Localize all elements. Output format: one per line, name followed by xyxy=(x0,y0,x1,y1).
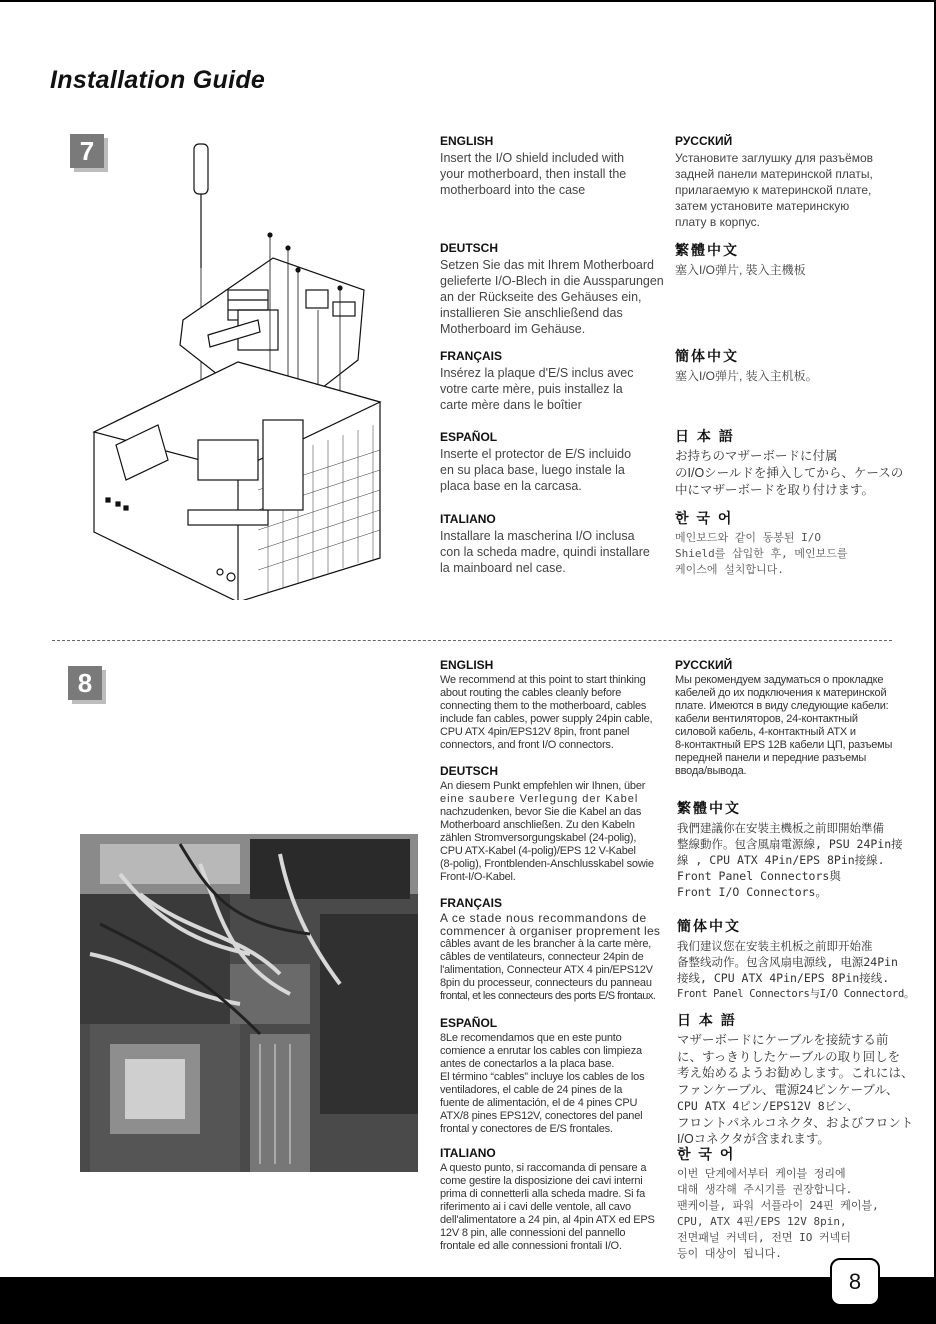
line: マザーボードにケーブルを接続する前 xyxy=(677,1033,889,1047)
line: CPU ATX 4pin/EPS12V 8pin, front panel xyxy=(440,726,630,738)
heading: РУССКИЙ xyxy=(675,658,733,672)
line: frontale ed alle connessioni frontali I/O. xyxy=(440,1240,622,1252)
line: CPU ATX-Kabel (4-polig)/EPS 12 V-Kabel xyxy=(440,845,636,857)
line: 전면패널 커넥터, 전면 IO 커넥터 xyxy=(677,1231,851,1244)
body xyxy=(677,820,909,900)
step7-italiano xyxy=(440,512,670,576)
line: フロントパネルコネクタ、およびフロント xyxy=(677,1115,914,1130)
line: задней панели материнской платы, xyxy=(675,167,873,181)
heading: ENGLISH xyxy=(440,658,494,672)
line: 線 , CPU ATX 4Pin/EPS 8Pin接線. xyxy=(677,853,885,867)
line: Shield를 삽입한 후, 메인보드를 xyxy=(675,547,848,560)
line: A questo punto, si raccomanda di pensare a xyxy=(440,1162,647,1174)
body xyxy=(675,674,907,778)
line: gelieferte I/O-Blech in die Aussparungen xyxy=(440,274,664,288)
line: carte mère dans le boîtier xyxy=(440,398,582,412)
heading: 한 국 어 xyxy=(675,510,734,526)
line: connectors, and front I/O connectors. xyxy=(440,739,614,751)
line: votre carte mère, puis installez la xyxy=(440,382,623,396)
heading: 日 本 語 xyxy=(677,1012,737,1028)
line: плате. Имеются в виду следующие кабели: xyxy=(675,700,889,712)
step8-italiano xyxy=(440,1146,672,1253)
line: 塞入I/O弹片, 裝入主機板 xyxy=(675,263,806,277)
step7-deutsch xyxy=(440,241,670,337)
line: Setzen Sie das mit Ihrem Motherboard xyxy=(440,258,654,272)
line: Motherboard anschließen. Zu den Kabeln xyxy=(440,819,635,831)
line: Front Panel Connectors与I/O Connectord。 xyxy=(677,988,915,1000)
heading: ITALIANO xyxy=(440,512,496,526)
body xyxy=(440,912,672,1003)
line: commencer à organiser proprement les xyxy=(440,924,661,938)
line: Front I/O Connectors。 xyxy=(677,885,827,899)
top-border xyxy=(0,0,936,2)
line: に、すっきりしたケーブルの取り回しを xyxy=(677,1049,901,1064)
line: ATX/8 pines EPS12V, conectores del panel xyxy=(440,1110,643,1122)
body xyxy=(440,1162,672,1253)
body xyxy=(440,528,670,576)
cable-routing-photo xyxy=(80,834,418,1172)
line: zählen Stromversorgungskabel (24-polig), xyxy=(440,832,637,844)
line: We recommend at this point to start thinking xyxy=(440,674,646,686)
line: のI/Oシールドを挿入してから、ケースの xyxy=(675,466,904,480)
line: about routing the cables cleanly before xyxy=(440,687,622,699)
line: 12V 8 pin, alle connessioni del pannello xyxy=(440,1227,626,1239)
line: 대해 생각해 주시기를 권장합니다. xyxy=(677,1183,853,1196)
line: 考え始めるようお勧めします。これには、 xyxy=(677,1066,914,1080)
step8-russian xyxy=(675,658,907,778)
line: 塞入I/O弹片, 装入主机板。 xyxy=(675,369,818,383)
heading: 繁體中文 xyxy=(675,242,739,258)
step8-english xyxy=(440,658,665,752)
body xyxy=(440,257,670,337)
line: câbles de ventilateurs, connecteur 24pin de xyxy=(440,951,644,963)
line: CPU ATX 4ピン/EPS12V 8ピン、 xyxy=(677,1099,859,1113)
step7-espanol xyxy=(440,430,670,494)
line: Мы рекомендуем задуматься о прокладке xyxy=(675,674,884,686)
line: Insérez la plaque d'E/S inclus avec xyxy=(440,366,634,380)
line: Front Panel Connectors與 xyxy=(677,869,841,883)
line: Front-I/O-Kabel. xyxy=(440,871,516,883)
line: кабелей до их подключения к материнской xyxy=(675,687,887,699)
step7-trad-chinese xyxy=(675,240,900,278)
step7-korean xyxy=(675,508,900,578)
line: A ce stade nous recommandons de xyxy=(440,911,647,925)
line: 케이스에 설치합니다. xyxy=(675,563,784,576)
line: (8-polig), Frontblenden-Anschlusskabel sowie xyxy=(440,858,654,870)
heading: FRANÇAIS xyxy=(440,896,502,910)
line: câbles avant de les brancher à la carte mère, xyxy=(440,938,652,950)
line: 등이 대상이 됩니다. xyxy=(677,1247,782,1260)
heading: DEUTSCH xyxy=(440,764,499,778)
step8-francais xyxy=(440,896,672,1003)
line: кабели вентиляторов, 24-контактный xyxy=(675,713,858,725)
body xyxy=(675,530,900,578)
line: An diesem Punkt empfehlen wir Ihnen, über xyxy=(440,780,646,792)
line: 我們建議你在安裝主機板之前即開始準備 xyxy=(677,821,884,835)
line: 中にマザーボードを取り付けます。 xyxy=(675,483,875,497)
body xyxy=(440,150,660,198)
step8-espanol xyxy=(440,1016,665,1136)
body xyxy=(677,938,922,1002)
line: prima di connetterli alla scheda madre. Si fa xyxy=(440,1188,645,1200)
section-divider xyxy=(52,640,892,641)
line: прилагаемую к материнской плате, xyxy=(675,183,872,197)
heading: FRANÇAIS xyxy=(440,349,502,363)
line: 接线, CPU ATX 4Pin/EPS 8Pin接线. xyxy=(677,971,890,985)
line: frontal, et les connecteurs des ports E/S frontaux. xyxy=(440,990,656,1002)
line: en su placa base, luego instale la xyxy=(440,463,625,477)
line: nachzudenken, bevor Sie die Kabel an das xyxy=(440,806,642,818)
heading: ENGLISH xyxy=(440,134,494,148)
line: ファンケーブル、電源24ピンケーブル、 xyxy=(677,1082,899,1097)
line: dell'alimentatore a 24 pin, al 4pin ATX ed EPS xyxy=(440,1214,655,1226)
line: connecting them to the motherboard, cables xyxy=(440,700,647,712)
line: frontal y conectores de E/S frontales. xyxy=(440,1123,613,1135)
body xyxy=(675,262,900,278)
line: Insert the I/O shield included with xyxy=(440,151,625,165)
heading: РУССКИЙ xyxy=(675,134,733,148)
line: Installare la mascherina I/O inclusa xyxy=(440,529,635,543)
line: include fan cables, power supply 24pin cable, xyxy=(440,713,653,725)
step8-simp-chinese xyxy=(677,916,922,1002)
line: eine saubere Verlegung der Kabel xyxy=(440,793,639,805)
heading: ESPAÑOL xyxy=(440,430,498,444)
line: передней панели и передние разъемы xyxy=(675,752,867,764)
body xyxy=(440,1032,665,1136)
line: an der Rückseite des Gehäuses ein, xyxy=(440,290,642,304)
line: l'alimentation, Connecteur ATX 4 pin/EPS12V xyxy=(440,964,653,976)
step7-russian xyxy=(675,134,900,230)
body xyxy=(675,448,925,499)
line: con la scheda madre, quindi installare xyxy=(440,545,650,559)
heading: DEUTSCH xyxy=(440,241,499,255)
line: antes de conectarlos a la placa base. xyxy=(440,1058,615,1070)
line: I/Oコネクタが含まれます。 xyxy=(677,1132,830,1146)
line: お持ちのマザーボードに付属 xyxy=(675,449,838,463)
line: 8pin du processeur, connecteurs du panneau xyxy=(440,977,652,989)
line: 팬케이블, 파워 서플라이 24핀 케이블, xyxy=(677,1199,879,1212)
heading: 한 국 어 xyxy=(677,1146,736,1162)
line: 메인보드와 같이 동봉된 I/O xyxy=(675,531,821,544)
line: motherboard into the case xyxy=(440,183,586,197)
body xyxy=(440,674,665,752)
line: 我们建议您在安装主机板之前即开始准 xyxy=(677,939,873,953)
line: El término “cables” incluye los cables de los xyxy=(440,1071,645,1083)
line: riferimento ai i cavi delle ventole, all cavo xyxy=(440,1201,631,1213)
line: ventiladores, el cable de 24 pines de la xyxy=(440,1084,623,1096)
step8-korean xyxy=(677,1144,922,1262)
body xyxy=(675,150,900,230)
heading: 簡体中文 xyxy=(677,918,741,934)
body xyxy=(440,780,665,884)
line: Установите заглушку для разъёмов xyxy=(675,151,873,165)
line: силовой кабель, 4-контактный ATX и xyxy=(675,726,856,738)
body xyxy=(675,368,900,384)
step8-deutsch xyxy=(440,764,665,884)
heading: ESPAÑOL xyxy=(440,1016,498,1030)
body xyxy=(677,1032,922,1148)
line: 8Le recomendamos que en este punto xyxy=(440,1032,622,1044)
line: CPU, ATX 4핀/EPS 12V 8pin, xyxy=(677,1215,847,1228)
body xyxy=(440,365,670,413)
step7-english xyxy=(440,134,660,198)
line: 整線動作。包含風扇電源線, PSU 24Pin接 xyxy=(677,837,903,851)
step7-japanese xyxy=(675,426,925,499)
step-7-badge: 7 xyxy=(70,134,104,168)
line: плату в корпус. xyxy=(675,215,761,229)
heading: 日 本 語 xyxy=(675,428,735,444)
heading: ITALIANO xyxy=(440,1146,496,1160)
line: la mainboard nel case. xyxy=(440,561,566,575)
line: installieren Sie anschließend das xyxy=(440,306,623,320)
page-title: Installation Guide xyxy=(50,66,266,94)
line: come gestire la disposizione dei cavi interni xyxy=(440,1175,643,1187)
line: your motherboard, then install the xyxy=(440,167,627,181)
step8-japanese xyxy=(677,1010,922,1148)
footer-bar xyxy=(0,1277,936,1324)
line: fuente de alimentación, el de 4 pines CPU xyxy=(440,1097,638,1109)
step-8-badge: 8 xyxy=(68,666,102,700)
step7-francais xyxy=(440,349,670,413)
step8-trad-chinese xyxy=(677,798,909,900)
heading: 繁體中文 xyxy=(677,800,741,816)
page-number: 8 xyxy=(830,1258,880,1306)
line: Motherboard im Gehäuse. xyxy=(440,322,586,336)
line: Inserte el protector de E/S incluido xyxy=(440,447,632,461)
line: comience a enrutar los cables con limpieza xyxy=(440,1045,642,1057)
body xyxy=(440,446,670,494)
line: 备整线动作。包含风扇电源线, 电源24Pin xyxy=(677,955,898,969)
heading: 簡体中文 xyxy=(675,348,739,364)
line: 이번 단계에서부터 케이블 정리에 xyxy=(677,1167,846,1180)
line: ввода/вывода. xyxy=(675,765,747,777)
body xyxy=(677,1166,922,1262)
motherboard-install-illustration xyxy=(88,140,400,600)
step7-simp-chinese xyxy=(675,346,900,384)
line: placa base en la carcasa. xyxy=(440,479,582,493)
line: затем установите материнскую xyxy=(675,199,850,213)
line: 8-контактный EPS 12В кабели ЦП, разъемы xyxy=(675,739,893,751)
